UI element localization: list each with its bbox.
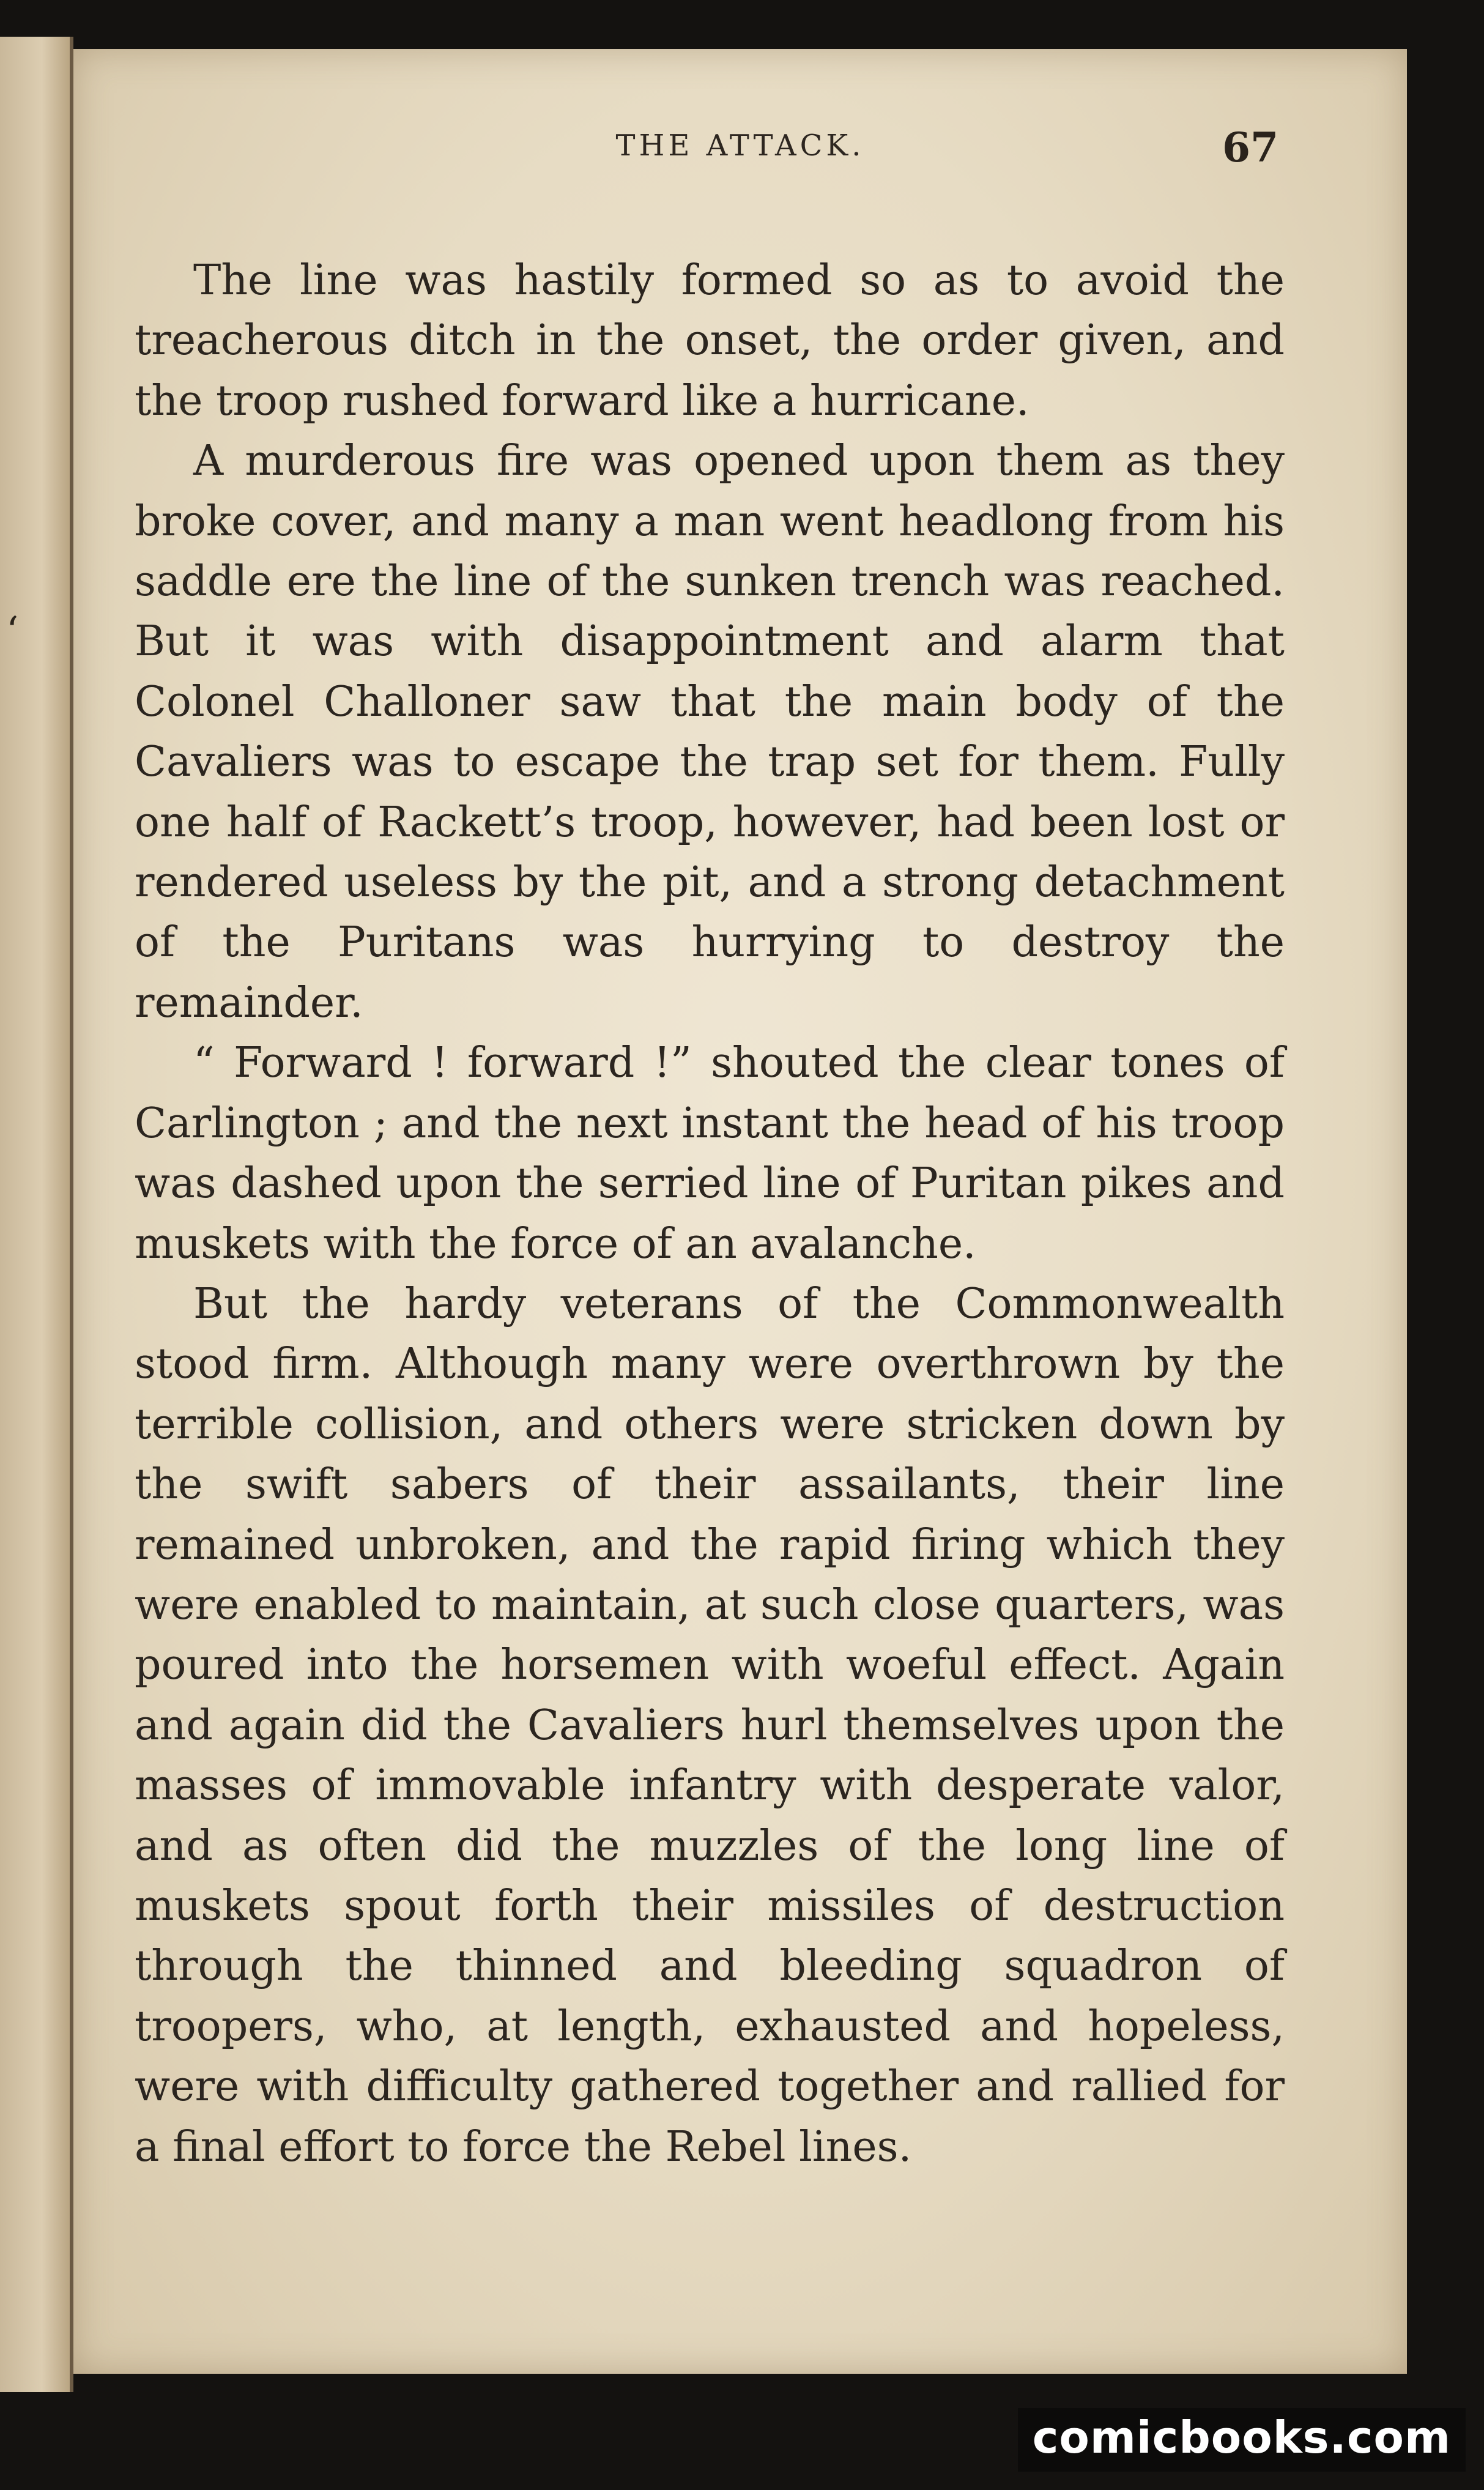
paragraph-2: A murderous fire was opened upon them as they broke cover, and many a man went headlong from his saddle ere the line of the sunken trench was reached. But it was with disappointment and alarm that Colonel Challoner saw that the main body of the Cavaliers was to escape the trap set for them. Fully one half of Rackett’s troop, however, had been lost or rendered useless by the pit, and a strong detachment of the Puritans was hurrying to destroy the remainder.: [135, 437, 1285, 1027]
body-text: [135, 251, 1285, 2177]
paragraph-4: But the hardy veterans of the Commonwealth stood firm. Although many were overthrown by the terrible collision, and others were stricken down by the swift sabers of their assailants, their line remained unbroken, and the rapid firing which they were enabled to maintain, at such close quarters, was poured into the horsemen with woeful effect. Again and again did the Cavaliers hurl themselves upon the masses of immovable infantry with desperate valor, and as often did the muzzles of the long line of muskets spout forth their missiles of destruction through the thinned and bleeding squadron of troopers, who, at length, exhausted and hopeless, were with difficulty gathered together and rallied for a final effort to force the Rebel lines.: [135, 1279, 1285, 2171]
page-number: 67: [1222, 124, 1278, 171]
adjacent-page-edge: [0, 37, 73, 2392]
book-page: [73, 49, 1407, 2374]
running-title: THE ATTACK.: [615, 128, 865, 163]
site-watermark: comicbooks.com: [1018, 2408, 1466, 2472]
gutter-mark: ʻ: [6, 609, 19, 654]
paragraph-3: “ Forward ! forward !” shouted the clear tones of Carlington ; and the next instant the head of his troop was dashed upon the serried line of Puritan pikes and muskets with the force of an avalanche.: [135, 1039, 1285, 1268]
paragraph-1: The line was hastily formed so as to avoid the treacherous ditch in the onset, the order given, and the troop rushed forward like a hurricane.: [135, 256, 1285, 425]
running-head: [73, 124, 1407, 177]
